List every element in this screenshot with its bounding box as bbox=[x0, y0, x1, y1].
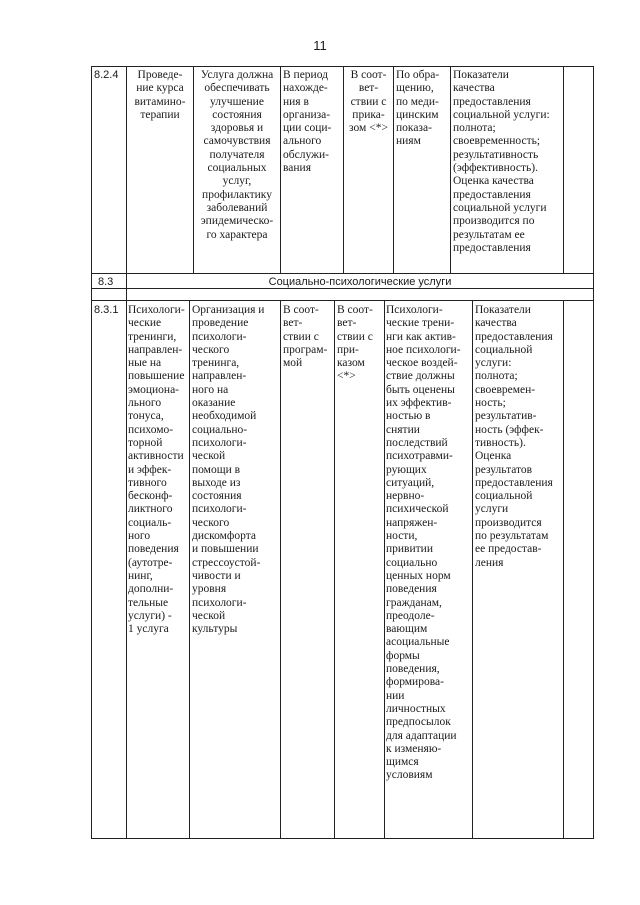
row-831-indicators: Показатели качества предоставления социальной услуги: полнота; своевремен- ность; результатив- ность (эффек- тивность). Оценка результатов предоставления социальной услуги производится по результатам ее предостав- ления bbox=[475, 304, 553, 569]
row-831-period: В соот- вет- ствии с програм- мой bbox=[283, 304, 328, 370]
row-831-description: Организация и проведение психологи- ческого тренинга, направлен- ного на оказание необходимой социально- психологи- ческой помощи в выходе из состояния психологи- ческого дискомфорта и повышении стрессоустой- чивости и уровня психологи- ческой культуры bbox=[192, 304, 265, 636]
row-824-name: Проведе- ние курса витамино- терапии bbox=[134, 69, 186, 121]
row-824-conditions: По обра- щению, по меди- цинским показа- ниям bbox=[396, 69, 440, 148]
row-831-volume: В соот- вет- ствии с при- казом <*> bbox=[337, 304, 373, 383]
row-831-name: Психологи- ческие тренинги, направлен- ные на повышение эмоциона- льного тонуса, психомо- торной активности и эффек- тивного бесконф- ликтного социаль- ного поведения (аутотре- нинг, дополни- тельные услуги) - 1 услуга bbox=[128, 304, 185, 636]
section-83-number: 8.3 bbox=[98, 276, 114, 288]
row-824-description: Услуга должна обеспечивать улучшение состояния здоровья и самочувствия получателя социальных услуг, профилактику заболеваний эпидемическо- го характера bbox=[200, 69, 274, 241]
row-831-conditions: Психологи- ческие трени- нги как актив- ное психологи- ческое воздей- ствие должны быть оценены их эффектив- ностью в снятии последствий психотравми- рующих ситуаций, нервно- психической напряжен- ности, привитии социально ценных норм поведения гражданам, преодоле- вающим асоциальные формы поведения, формирова- нии личностных предпосылок для адаптации к изменяю- щимся условиям bbox=[386, 304, 461, 782]
section-83-title: Социально-психологические услуги bbox=[268, 276, 452, 288]
row-824-number: 8.2.4 bbox=[94, 69, 119, 81]
row-831-number: 8.3.1 bbox=[94, 304, 119, 316]
row-824-volume: В соот- вет- ствии с прика- зом <*> bbox=[349, 69, 388, 135]
page-number: 11 bbox=[313, 38, 327, 53]
row-824-indicators: Показатели качества предоставления социальной услуги: полнота; своевременность; результативность (эффективность). Оценка качества предоставления социальной услуги производится по результатам ее предоставления bbox=[453, 69, 550, 254]
row-824-period: В период нахожде- ния в организа- ции соци- ального обслужи- вания bbox=[283, 69, 332, 175]
